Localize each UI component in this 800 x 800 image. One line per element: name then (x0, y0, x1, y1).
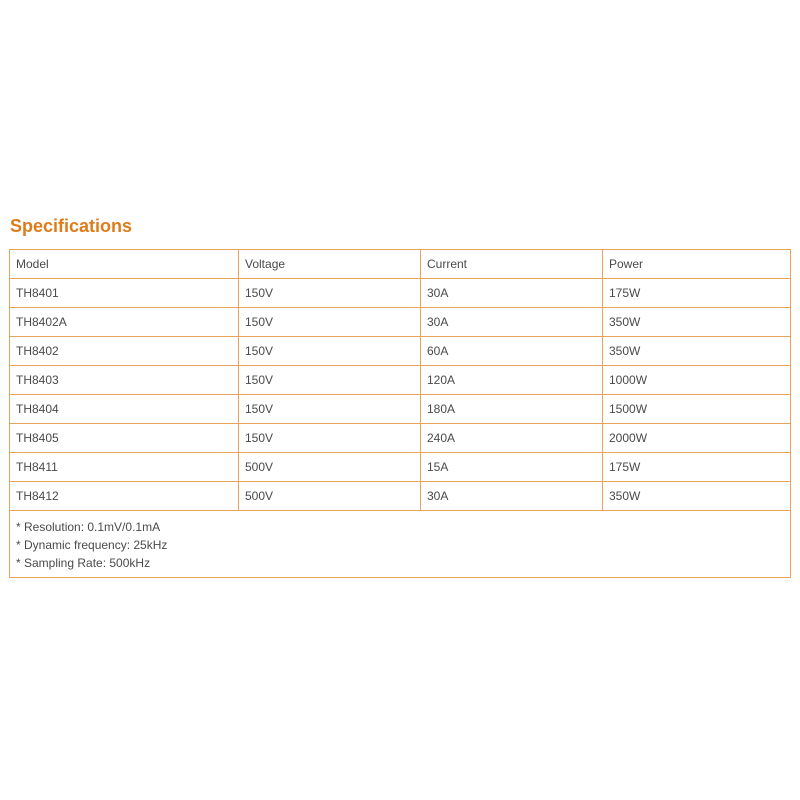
cell-power: 350W (603, 308, 791, 337)
cell-model: TH8404 (10, 395, 239, 424)
cell-current: 30A (421, 482, 603, 511)
table-row (10, 395, 791, 424)
table-notes-row (10, 511, 791, 578)
header-power: Power (603, 250, 791, 279)
table-row (10, 308, 791, 337)
cell-voltage: 150V (239, 279, 421, 308)
cell-voltage: 150V (239, 424, 421, 453)
note-dynamic-frequency: * Dynamic frequency: 25kHz (16, 538, 168, 552)
specifications-table (9, 249, 791, 578)
cell-power: 350W (603, 482, 791, 511)
cell-voltage: 150V (239, 308, 421, 337)
page-title: Specifications (10, 216, 133, 236)
cell-power: 175W (603, 453, 791, 482)
cell-model: TH8402A (10, 308, 239, 337)
cell-model: TH8403 (10, 366, 239, 395)
cell-model: TH8402 (10, 337, 239, 366)
cell-current: 240A (421, 424, 603, 453)
table-row (10, 482, 791, 511)
cell-voltage: 500V (239, 453, 421, 482)
note-sampling-rate: * Sampling Rate: 500kHz (16, 556, 151, 570)
cell-voltage: 500V (239, 482, 421, 511)
cell-current: 120A (421, 366, 603, 395)
cell-model: TH8401 (10, 279, 239, 308)
cell-model: TH8405 (10, 424, 239, 453)
cell-power: 350W (603, 337, 791, 366)
table-row (10, 279, 791, 308)
cell-power: 175W (603, 279, 791, 308)
cell-power: 1500W (603, 395, 791, 424)
cell-current: 30A (421, 279, 603, 308)
cell-current: 60A (421, 337, 603, 366)
cell-voltage: 150V (239, 337, 421, 366)
cell-current: 180A (421, 395, 603, 424)
table-row (10, 366, 791, 395)
note-resolution: * Resolution: 0.1mV/0.1mA (16, 520, 161, 534)
header-voltage: Voltage (239, 250, 421, 279)
cell-power: 1000W (603, 366, 791, 395)
table-row (10, 424, 791, 453)
cell-power: 2000W (603, 424, 791, 453)
cell-voltage: 150V (239, 366, 421, 395)
cell-model: TH8412 (10, 482, 239, 511)
cell-voltage: 150V (239, 395, 421, 424)
table-row (10, 337, 791, 366)
header-current: Current (421, 250, 603, 279)
table-header-row (10, 250, 791, 279)
cell-model: TH8411 (10, 453, 239, 482)
cell-current: 30A (421, 308, 603, 337)
header-model: Model (10, 250, 239, 279)
notes-cell (10, 511, 791, 578)
cell-current: 15A (421, 453, 603, 482)
table-row (10, 453, 791, 482)
